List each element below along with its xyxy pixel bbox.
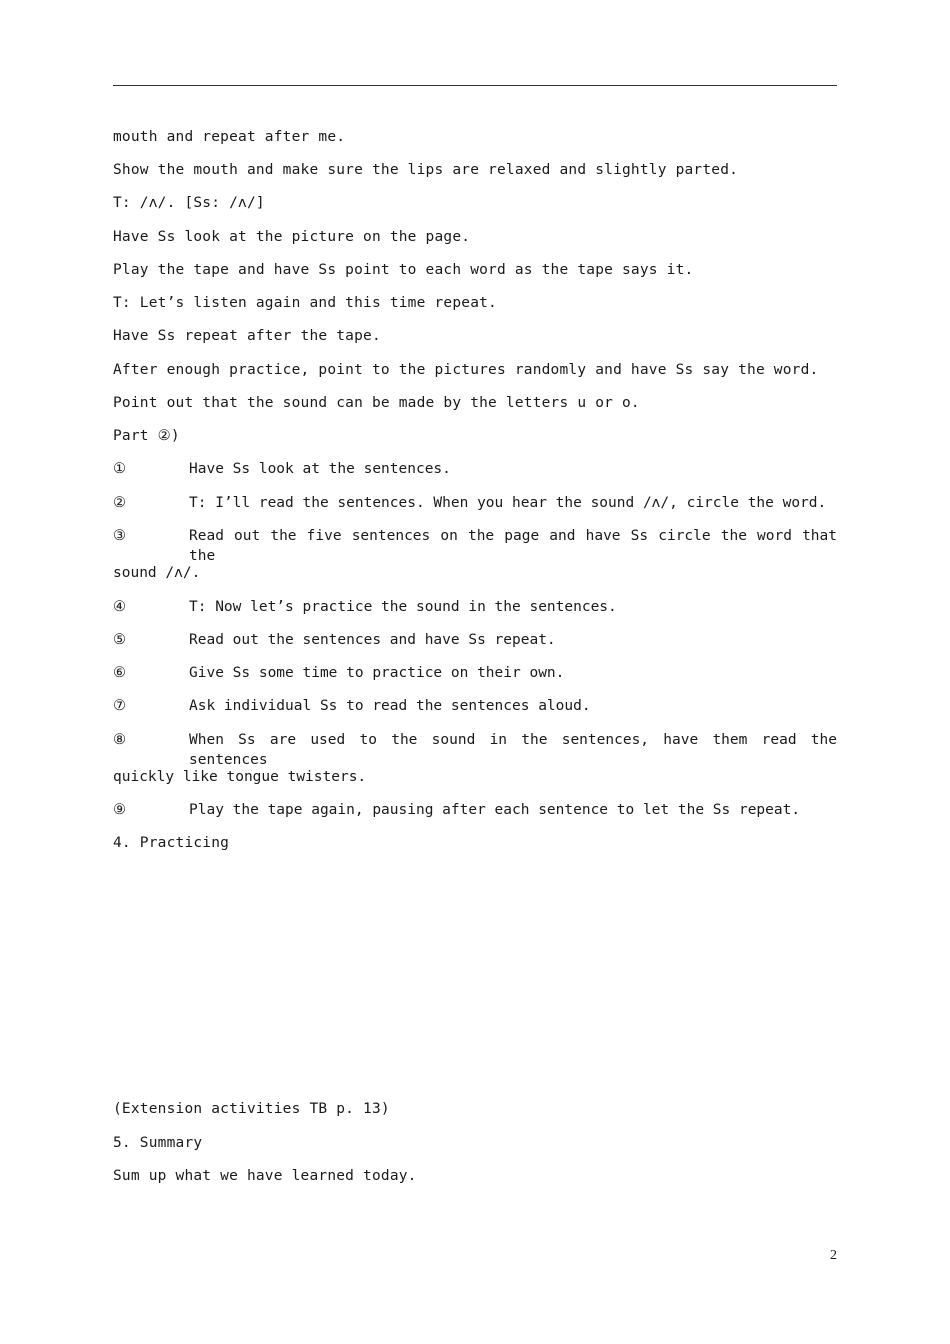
step-number: ⑦ xyxy=(113,698,126,714)
step-text: Give Ss some time to practice on their own. xyxy=(189,665,565,681)
paragraph-play-tape: Play the tape and have Ss point to each word as the tape says it. xyxy=(113,262,694,278)
step-text: When Ss are used to the sound in the sentences, have them read the sentences xyxy=(189,732,837,768)
summary-text: Sum up what we have learned today. xyxy=(113,1168,417,1184)
step-number: ③ xyxy=(113,528,126,544)
paragraph-look-picture: Have Ss look at the picture on the page. xyxy=(113,229,471,245)
step-text: Ask individual Ss to read the sentences aloud. xyxy=(189,698,591,714)
step-text: Read out the five sentences on the page and have Ss circle the word that the xyxy=(189,528,837,564)
section-practicing: 4. Practicing xyxy=(113,835,230,851)
page-number: 2 xyxy=(830,1248,837,1263)
step-text: T: I’ll read the sentences. When you hear the sound /ʌ/, circle the word. xyxy=(189,495,827,511)
step-text: Play the tape again, pausing after each sentence to let the Ss repeat. xyxy=(189,802,801,818)
header-rule xyxy=(113,85,837,86)
paragraph-repeat-tape: Have Ss repeat after the tape. xyxy=(113,328,381,344)
section-summary: 5. Summary xyxy=(113,1135,203,1151)
step-continuation: quickly like tongue twisters. xyxy=(113,769,367,785)
step-number: ⑥ xyxy=(113,665,126,681)
paragraph-show-mouth: Show the mouth and make sure the lips are relaxed and slightly parted. xyxy=(113,162,739,178)
step-number: ④ xyxy=(113,599,126,615)
step-number: ⑧ xyxy=(113,732,126,748)
part-heading: Part ②) xyxy=(113,428,180,444)
step-text: T: Now let’s practice the sound in the sentences. xyxy=(189,599,617,615)
step-number: ⑨ xyxy=(113,802,126,818)
step-number: ① xyxy=(113,461,126,477)
step-text: Have Ss look at the sentences. xyxy=(189,461,451,477)
step-continuation: sound /ʌ/. xyxy=(113,565,201,581)
step-number: ② xyxy=(113,495,126,511)
paragraph-mouth: mouth and repeat after me. xyxy=(113,129,346,145)
paragraph-letters: Point out that the sound can be made by the letters u or o. xyxy=(113,395,640,411)
paragraph-teacher-sound: T: /ʌ/. [Ss: /ʌ/] xyxy=(113,195,265,211)
paragraph-enough-practice: After enough practice, point to the pictures randomly and have Ss say the word. xyxy=(113,362,819,378)
step-text: Read out the sentences and have Ss repeat. xyxy=(189,632,556,648)
extension-note: (Extension activities TB p. 13) xyxy=(113,1101,390,1117)
step-number: ⑤ xyxy=(113,632,126,648)
paragraph-listen-again: T: Let’s listen again and this time repeat. xyxy=(113,295,497,311)
